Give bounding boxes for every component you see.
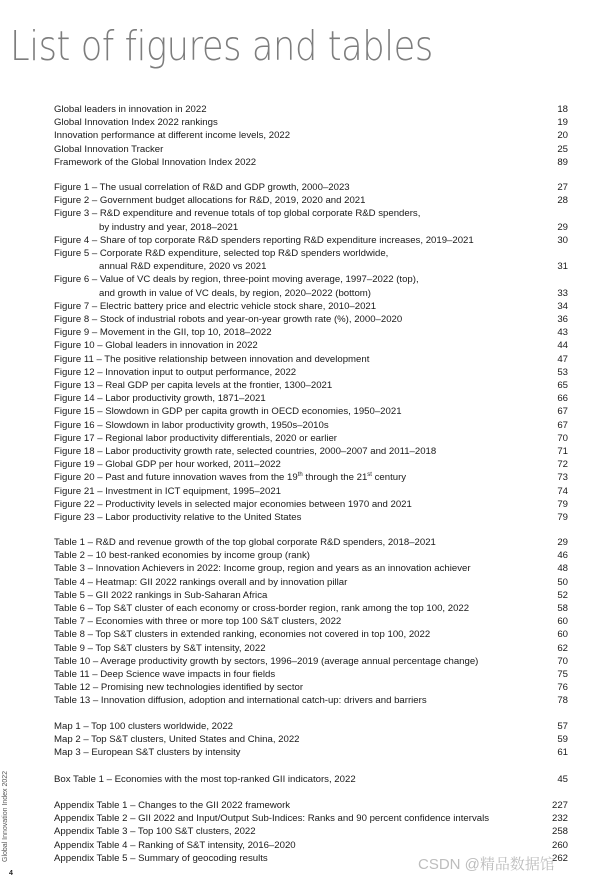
toc-entry-text [54,498,412,511]
toc-entry-page-number: 31 [557,261,568,273]
toc-entry[interactable] [54,668,568,681]
toc-entry[interactable] [54,681,568,694]
toc-entry[interactable] [54,181,568,194]
toc-entry-title: Figure 20 – Past and future innovation waves from the 19th through the 21st century [54,472,407,484]
toc-entry[interactable] [54,247,568,273]
toc-entry-title: Figure 14 – Labor productivity growth, 1871–2021 [54,393,266,405]
toc-entry[interactable] [54,720,568,733]
toc-entry-page-number: 20 [557,130,568,142]
toc-entry-text [54,458,281,471]
toc-entry-text [54,353,369,366]
toc-entry-text [54,207,420,233]
toc-entry-text [54,812,489,825]
toc-entry-page-number: 28 [557,195,568,207]
toc-entry-text [54,103,207,116]
toc-entry-title: Box Table 1 – Economies with the most top-ranked GII indicators, 2022 [54,774,356,785]
toc-entry-page-number: 76 [557,682,568,694]
toc-entry-title: Map 2 – Top S&T clusters, United States and China, 2022 [54,734,300,746]
toc-entry[interactable] [54,313,568,326]
toc-entry[interactable] [54,839,568,852]
toc-entry-title: Figure 13 – Real GDP per capita levels at the frontier, 1300–2021 [54,380,333,392]
toc-entry-page-number: 53 [557,366,568,378]
toc-entry[interactable] [54,207,568,233]
toc-entry-text [54,445,436,458]
toc-entry-title: Table 8 – Top S&T clusters in extended ranking, economies not covered in top 100, 2022 [54,629,431,641]
toc-entry-page-number: 57 [557,721,568,732]
toc-entry-page-number: 58 [557,603,568,615]
toc-entry[interactable] [54,273,568,299]
toc-group-figures [54,181,568,524]
toc-entry-page-number: 89 [557,156,568,168]
toc-entry-text [54,234,474,247]
toc-entry[interactable] [54,432,568,445]
page-title: List of figures and tables [10,22,433,70]
toc-entry[interactable] [54,733,568,746]
toc-entry-title: Table 12 – Promising new technologies identified by sector [54,682,304,694]
toc-entry-title: Figure 18 – Labor productivity growth rate, selected countries, 2000–2007 and 2011–2018 [54,446,437,458]
toc-entry[interactable] [54,156,568,169]
toc-entry-text [54,247,388,273]
toc-entry[interactable] [54,536,568,549]
toc-entry-text [54,825,256,838]
toc-entry-title: Appendix Table 3 – Top 100 S&T clusters, 2022 [54,826,256,838]
toc-entry[interactable] [54,194,568,207]
toc-entry-page-number: 78 [557,695,568,707]
toc-entry-title: Global Innovation Tracker [54,143,164,155]
toc-entry-title: Table 4 – Heatmap: GII 2022 rankings overall and by innovation pillar [54,576,348,588]
toc-entry-text [54,799,290,812]
toc-entry[interactable] [54,825,568,838]
toc-entry-title: Figure 11 – The positive relationship between innovation and development [54,353,370,365]
toc-entry-page-number: 19 [557,117,568,129]
toc-entry-page-number: 70 [557,655,568,667]
toc-entry[interactable] [54,799,568,812]
toc-entry-title: Figure 12 – Innovation input to output performance, 2022 [54,366,297,378]
toc-entry-page-number: 33 [557,287,568,299]
watermark: CSDN @精品数据馆 [418,856,555,873]
toc-entry-text [54,273,419,299]
toc-entry-text [54,839,296,852]
toc-entry[interactable] [54,300,568,313]
toc-entry-title: Figure 15 – Slowdown in GDP per capita growth in OECD economies, 1950–2021 [54,406,402,418]
toc-entry-text [54,733,300,746]
toc-entry-page-number: 52 [557,589,568,601]
toc-entry-text [54,366,296,379]
toc-entry-title: Figure 2 – Government budget allocations for R&D, 2019, 2020 and 2021 [54,195,366,207]
toc-entry-title: Table 1 – R&D and revenue growth of the top global corporate R&D spenders, 2018–2021 [54,537,436,548]
toc-entry-page-number: 232 [551,813,568,825]
toc-entry-page-number: 72 [557,459,568,471]
toc-entry-title: Figure 1 – The usual correlation of R&D and GDP growth, 2000–2023 [54,182,350,193]
toc-entry[interactable] [54,549,568,562]
toc-entry-page-number: 260 [551,839,568,851]
toc-entry-title: Figure 22 – Productivity levels in selected major economies between 1970 and 2021 [54,498,412,510]
toc-entry-text [54,432,337,445]
toc-entry[interactable] [54,511,568,524]
toc-entry-text [54,589,267,602]
toc-entry-title: Appendix Table 2 – GII 2022 and Input/Output Sub-Indices: Ranks and 90 percent confidence intervals [54,813,490,825]
toc-entry[interactable] [54,419,568,432]
toc-entry[interactable] [54,405,568,418]
toc-entry-text [54,116,218,129]
toc-entry-title: Map 3 – European S&T clusters by intensity [54,747,241,759]
toc-entry-title: Table 10 – Average productivity growth by sectors, 1996–2019 (average annual percentage change) [54,655,479,667]
toc-entry[interactable] [54,234,568,247]
toc-entry[interactable] [54,655,568,668]
toc-entry-page-number: 60 [557,616,568,628]
toc-entry-text [54,668,275,681]
toc-entry[interactable] [54,562,568,575]
page-number: 4 [9,870,13,877]
toc-entry-page-number: 74 [557,485,568,497]
toc-entry-title: Framework of the Global Innovation Index 2022 [54,156,257,168]
toc-entry-page-number: 25 [557,143,568,155]
toc-entry-text [54,576,347,589]
toc-entry[interactable] [54,471,568,484]
toc-entry-page-number: 71 [557,446,568,458]
toc-entry-title: Figure 9 – Movement in the GII, top 10, 2018–2022 [54,327,272,339]
toc-entry-title: Appendix Table 5 – Summary of geocoding results [54,852,268,864]
toc-entry[interactable] [54,379,568,392]
toc-entry[interactable] [54,589,568,602]
toc-entry-text [54,511,301,524]
toc-entry[interactable] [54,143,568,156]
toc-entry-page-number: 60 [557,629,568,641]
toc-entry-title: Map 1 – Top 100 clusters worldwide, 2022 [54,721,234,732]
toc-entry-title: Figure 7 – Electric battery price and electric vehicle stock share, 2010–2021 [54,300,377,312]
toc-entry-text [54,471,406,484]
toc-entry-title: Figure 19 – Global GDP per hour worked, 2011–2022 [54,459,281,471]
toc-entry-text [54,485,281,498]
toc-entry[interactable] [54,458,568,471]
toc-entry-page-number: 79 [557,512,568,524]
toc-entry-page-number: 258 [551,826,568,838]
toc-entry[interactable] [54,326,568,339]
toc-entry-title: Table 6 – Top S&T cluster of each economy or cross-border region, rank among the top 100, 2022 [54,603,470,615]
toc-entry-page-number: 70 [557,432,568,444]
toc-entry-text [54,642,266,655]
toc-entry-page-number: 66 [557,393,568,405]
toc-entry-text [54,379,332,392]
toc-entry-page-number: 48 [557,563,568,575]
toc-entry-title: Figure 3 – R&D expenditure and revenue totals of top global corporate R&D spenders, [54,208,421,220]
spine-text: Global Innovation Index 2022 [2,770,9,862]
toc-entry-text [54,694,427,707]
toc-entry-page-number: 62 [557,642,568,654]
toc-entry[interactable] [54,746,568,759]
toc-entry[interactable] [54,812,568,825]
toc-entry-text [54,681,303,694]
toc-entry-title: Table 11 – Deep Science wave impacts in four fields [54,669,276,681]
toc-entry[interactable] [54,103,568,116]
toc-entry-title: Figure 6 – Value of VC deals by region, three-point moving average, 1997–2022 (top), [54,274,419,286]
toc-entry-page-number: 30 [557,234,568,246]
toc-entry[interactable] [54,485,568,498]
toc-entry-page-number: 29 [557,537,568,548]
toc-entry-title: Appendix Table 1 – Changes to the GII 2022 framework [54,800,291,811]
toc-entry[interactable] [54,642,568,655]
toc-entry[interactable] [54,602,568,615]
toc-entry-title: Figure 21 – Investment in ICT equipment, 1995–2021 [54,485,282,497]
toc-entry-text [54,419,329,432]
toc-entry-text [54,300,376,313]
toc-entry-text [54,536,436,549]
toc-entry-text [54,602,469,615]
toc-entry-text [54,129,290,142]
toc-entry-text [54,392,266,405]
toc-entry[interactable] [54,498,568,511]
toc-entry-title: Table 3 – Innovation Achievers in 2022: Income group, region and years as an innovation achiever [54,563,471,575]
toc-entry-text [54,313,402,326]
toc-entry-title-continued: and growth in value of VC deals, by region, 2020–2022 (bottom) [99,287,371,299]
toc-entry-page-number: 227 [551,800,568,811]
toc-entry-title: Figure 8 – Stock of industrial robots and year-on-year growth rate (%), 2000–2020 [54,314,403,326]
toc-entry-title: Table 5 – GII 2022 rankings in Sub-Saharan Africa [54,589,268,601]
toc-entry-page-number: 18 [557,104,568,115]
toc-group-tables [54,536,568,708]
toc-entry-title: Figure 16 – Slowdown in labor productivity growth, 1950s–2010s [54,419,329,431]
toc-entry-title: Figure 17 – Regional labor productivity differentials, 2020 or earlier [54,432,337,444]
toc-entry-page-number: 73 [557,472,568,484]
toc-entry-text [54,615,341,628]
toc-entry-title: Appendix Table 4 – Ranking of S&T intensity, 2016–2020 [54,839,296,851]
toc-entry-text [54,326,272,339]
toc-entry-page-number: 27 [557,182,568,193]
toc-entry-text [54,720,233,733]
toc-entry-text [54,655,478,668]
toc-entry-page-number: 75 [557,669,568,681]
toc-entry-title: Innovation performance at different income levels, 2022 [54,130,291,142]
toc-entry-page-number: 61 [557,747,568,759]
toc-entry[interactable] [54,445,568,458]
toc-group-overview [54,103,568,169]
toc-entry-page-number: 44 [557,340,568,352]
toc-group-maps [54,720,568,760]
toc-entry-text [54,562,471,575]
toc-entry-text [54,156,256,169]
toc-entry-text [54,405,402,418]
toc-entry-page-number: 262 [551,852,568,864]
toc-entry-title: Figure 5 – Corporate R&D expenditure, selected top R&D spenders worldwide, [54,248,389,260]
toc-entry[interactable] [54,392,568,405]
toc-entry[interactable] [54,129,568,142]
toc-entry-text [54,852,268,865]
toc-entry-title: Table 2 – 10 best-ranked economies by income group (rank) [54,550,310,562]
toc-entry-text [54,143,163,156]
toc-entry-title: Table 13 – Innovation diffusion, adoption and international catch-up: drivers and barriers [54,695,427,707]
toc-entry-page-number: 36 [557,314,568,326]
toc-entry-text [54,549,310,562]
toc-entry-page-number: 34 [557,300,568,312]
toc-entry-page-number: 50 [557,576,568,588]
toc-entry-title: Table 7 – Economies with three or more top 100 S&T clusters, 2022 [54,616,342,628]
toc-entry[interactable] [54,615,568,628]
toc-entry-title: Global Innovation Index 2022 rankings [54,117,218,129]
toc-entry-page-number: 45 [557,774,568,785]
toc-entry[interactable] [54,576,568,589]
toc-entry-title-continued: annual R&D expenditure, 2020 vs 2021 [99,261,267,273]
toc-entry[interactable] [54,773,568,786]
toc-entry-page-number: 67 [557,406,568,418]
toc-entry[interactable] [54,628,568,641]
toc-entry[interactable] [54,366,568,379]
toc-entry-page-number: 65 [557,380,568,392]
toc-entry-text [54,339,258,352]
toc-entry-title-continued: by industry and year, 2018–2021 [99,221,239,233]
toc-entry-text [54,181,350,194]
toc-entry-text [54,773,356,786]
toc-entry-page-number: 47 [557,353,568,365]
toc-entry[interactable] [54,339,568,352]
toc-entry-text [54,194,365,207]
toc-entry-page-number: 46 [557,550,568,562]
toc-entry-text [54,628,430,641]
toc-group-box-tables [54,773,568,786]
toc-entry-title: Global leaders in innovation in 2022 [54,104,207,115]
toc-entry[interactable] [54,116,568,129]
toc-entry-title: Table 9 – Top S&T clusters by S&T intensity, 2022 [54,642,266,654]
toc-entry-page-number: 43 [557,327,568,339]
toc-entry-page-number: 29 [557,221,568,233]
toc-entry-title: Figure 4 – Share of top corporate R&D spenders reporting R&D expenditure increases, 2019–2021 [54,234,474,246]
toc-entry-page-number: 59 [557,734,568,746]
toc-entry[interactable] [54,694,568,707]
toc-entry-text [54,746,240,759]
toc-entry-page-number: 67 [557,419,568,431]
toc-entry-title: Figure 10 – Global leaders in innovation in 2022 [54,340,258,352]
toc-entry-title: Figure 23 – Labor productivity relative to the United States [54,512,302,524]
toc-entry[interactable] [54,353,568,366]
toc-entry-page-number: 79 [557,498,568,510]
